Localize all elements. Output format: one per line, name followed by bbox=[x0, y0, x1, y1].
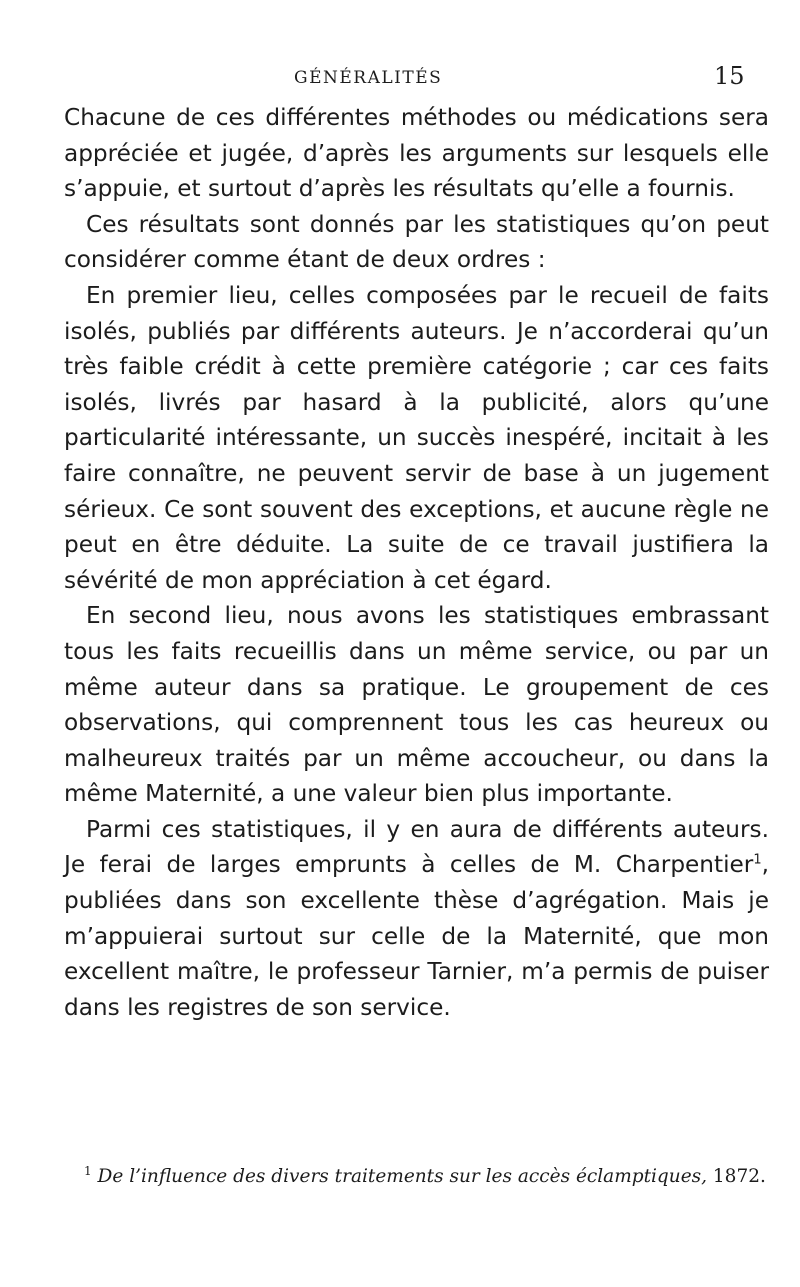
paragraph-5-start: Parmi ces statistiques, il y en aura de différents auteurs. Je ferai de larges emprunts à celles de M. Charpentier bbox=[64, 815, 769, 879]
paragraph-1: Chacune de ces différentes méthodes ou médications sera appréciée et jugée, d’après les arguments sur lesquels elle s’appuie, et surtout d’après les résultats qu’elle a fournis. bbox=[64, 104, 769, 203]
body-text bbox=[64, 100, 769, 1025]
footnote-text: De l’influence des divers traitements sur les accès éclamptiques, bbox=[97, 1166, 708, 1187]
footnote bbox=[64, 1163, 769, 1190]
footnote-reference: 1 bbox=[753, 852, 762, 868]
paragraph-3: En premier lieu, celles composées par le recueil de faits isolés, publiés par différents auteurs. Je n’accorderai qu’un très faible crédit à cette première catégorie ; car ces faits isolés, livrés par hasard à la publicité, alors qu’une particularité intéressante, un succès inespéré, incitait à les faire connaître, ne peuvent servir de base à un jugement sérieux. Ce sont souvent des exceptions, et aucune règle ne peut en être déduite. La suite de ce travail justifiera la sévérité de mon appréciation à cet égard. bbox=[64, 281, 769, 594]
paragraph-4: En second lieu, nous avons les statistiques embrassant tous les faits recueillis dans un même service, ou par un même auteur dans sa pratique. Le groupement de ces observations, qui comprennent tous les cas heureux ou malheureux traités par un même accoucheur, ou dans la même Maternité, a une valeur bien plus importante. bbox=[64, 602, 769, 808]
footnote-number: 1 bbox=[84, 1163, 92, 1178]
page-number: 15 bbox=[714, 62, 745, 90]
running-title: GÉNÉRALITÉS bbox=[294, 68, 443, 88]
paragraph-5-end: , publiées dans son excellente thèse d’agrégation. Mais je m’appuierai surtout sur celle de la Maternité, que mon excellent maître, le professeur Tarnier, m’a permis de puiser dans les registres de son service. bbox=[64, 851, 769, 1021]
footnote-year: 1872. bbox=[712, 1166, 766, 1187]
paragraph-2: Ces résultats sont donnés par les statistiques qu’on peut considérer comme étant de deux ordres : bbox=[64, 210, 769, 274]
paragraph-5 bbox=[64, 812, 769, 1026]
running-head bbox=[0, 62, 800, 96]
